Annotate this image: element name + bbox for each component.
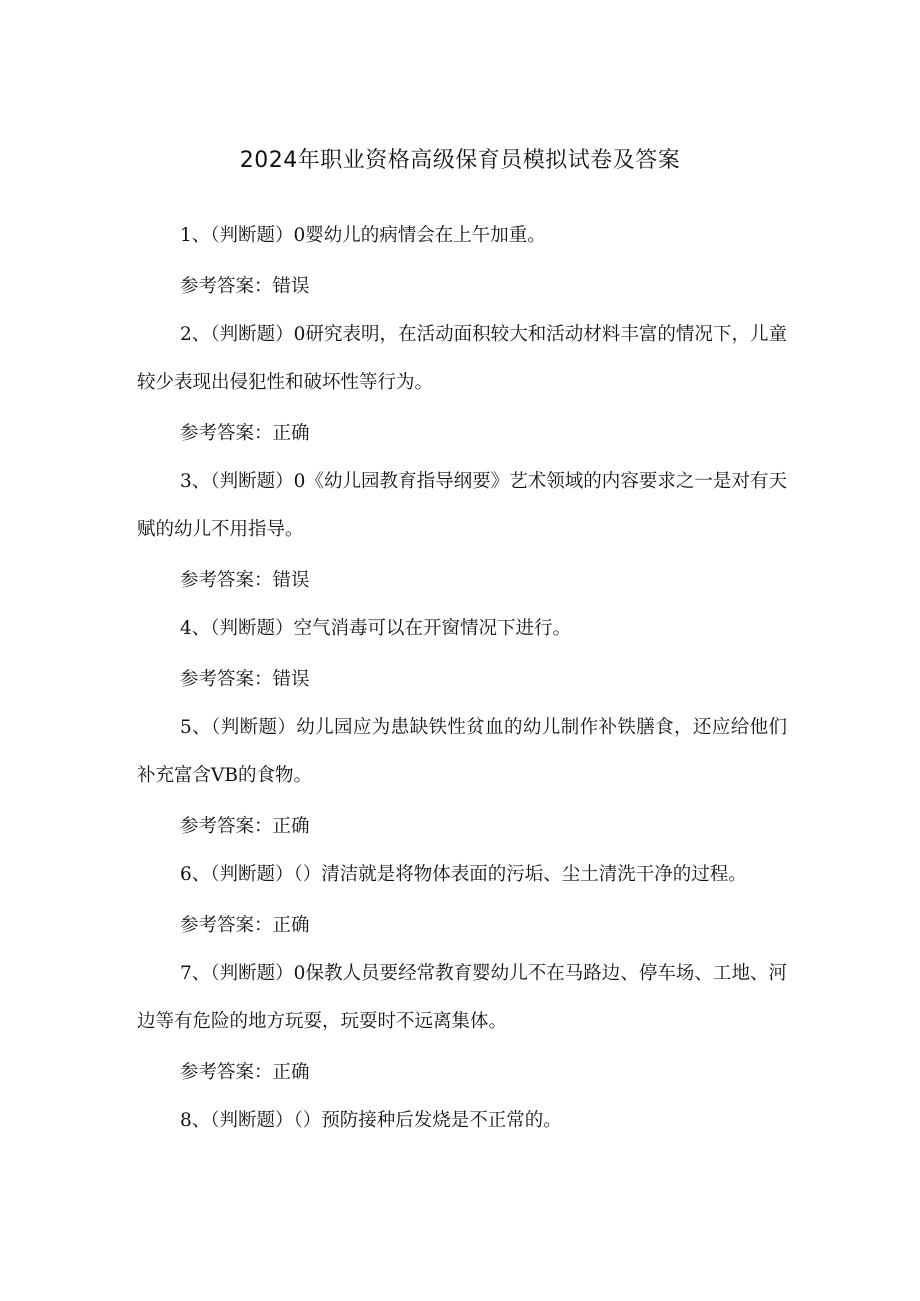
question-2: 2、（判断题）0研究表明，在活动面积较大和活动材料丰富的情况下，儿童较少表现出侵犯性和破坏性等行为。	[137, 324, 787, 393]
answer-7: 参考答案：正确	[180, 1062, 310, 1083]
question-5: 5、（判断题）幼儿园应为患缺铁性贫血的幼儿制作补铁膳食，还应给他们补充富含VB的食物。	[137, 717, 787, 786]
question-4: 4、（判断题）空气消毒可以在开窗情况下进行。	[180, 618, 572, 639]
answer-4: 参考答案：错误	[180, 669, 310, 690]
question-list	[137, 212, 787, 1145]
document-title: 2024年职业资格高级保育员模拟试卷及答案	[239, 148, 681, 173]
answer-1: 参考答案：错误	[180, 276, 310, 297]
answer-5: 参考答案：正确	[180, 816, 310, 837]
answer-2: 参考答案：正确	[180, 423, 310, 444]
question-7: 7、（判断题）0保教人员要经常教育婴幼儿不在马路边、停车场、工地、河边等有危险的地方玩耍，玩耍时不远离集体。	[137, 963, 787, 1032]
question-8: 8、（判断题）（）预防接种后发烧是不正常的。	[180, 1110, 562, 1131]
question-1: 1、（判断题）0婴幼儿的病情会在上午加重。	[180, 225, 546, 246]
question-6: 6、（判断题）（）清洁就是将物体表面的污垢、尘土清洗干净的过程。	[180, 864, 747, 885]
question-3: 3、（判断题）0《幼儿园教育指导纲要》艺术领域的内容要求之一是对有天赋的幼儿不用指导。	[137, 471, 787, 540]
answer-3: 参考答案：错误	[180, 570, 310, 591]
answer-6: 参考答案：正确	[180, 915, 310, 936]
